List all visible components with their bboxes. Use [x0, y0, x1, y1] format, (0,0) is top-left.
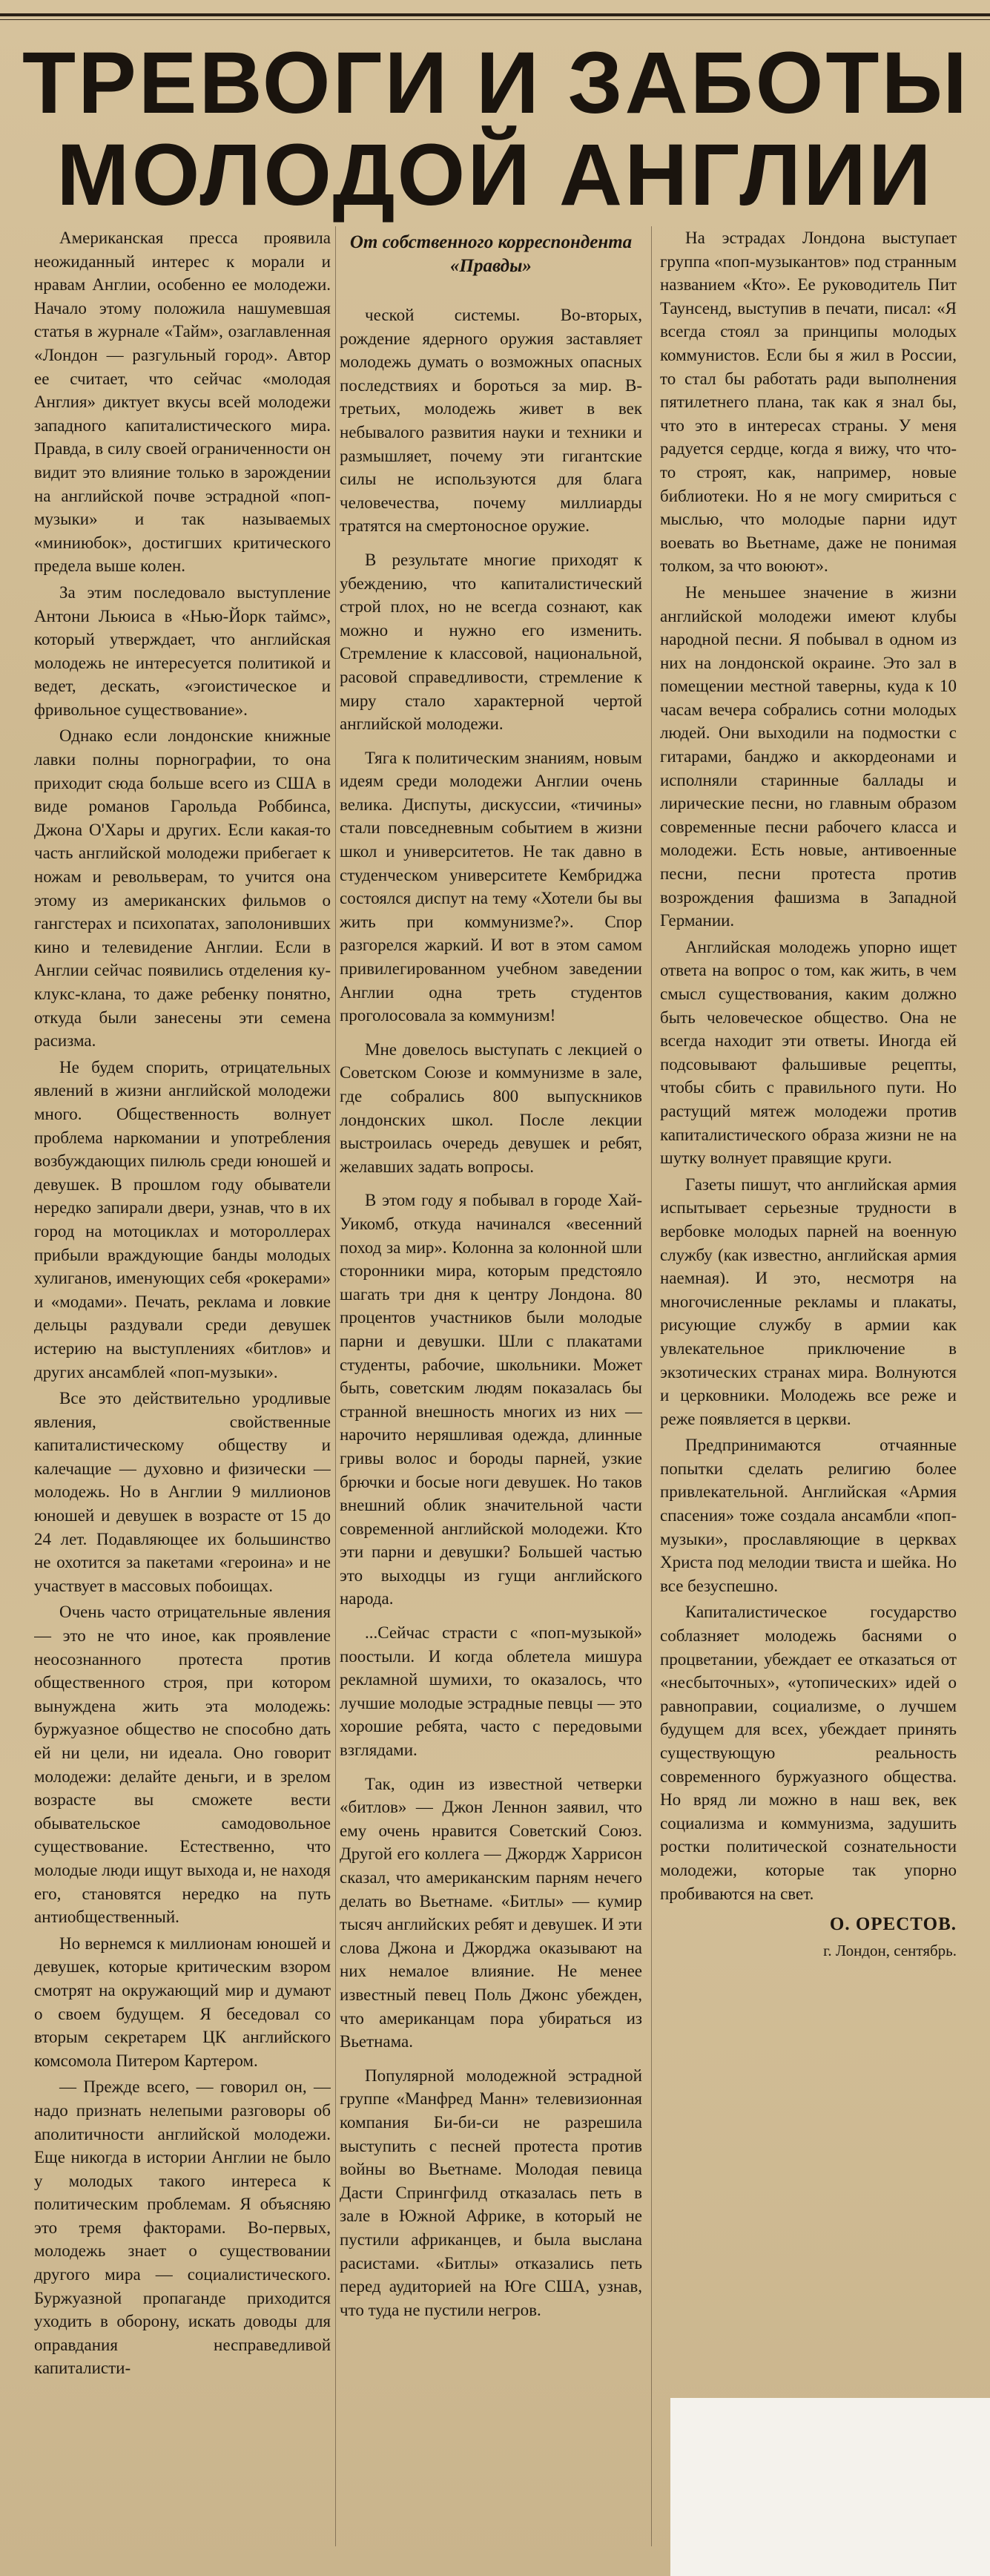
paragraph: В результате многие приходят к убеждению, что капиталистический строй плох, но не всегда сознают, как можно и нужно его изменить. Стремление к классовой, национальной, расовой справедливости, стремление к миру стало характерной чертой английской молодежи. [340, 550, 642, 734]
paragraph: Капиталистическое государство соблазняет молодежь баснями о процветании, убеждает ее отказаться от «несбыточных», «утопических» идей о равноправии, социализме, о лучшем будущем для всех, убеждает принять существующую реальность современного буржуазного общества. Но вряд ли можно в наш век, век социализма и коммунизма, задушить ростки политической сознательности молодежи, которые так упорно пробиваются на свет. [660, 1603, 957, 1903]
paragraph: Мне довелось выступать с лекцией о Советском Союзе и коммунизме в зале, где собрались 800 выпускников лондонских школ. После лекции выстроилась очередь девушек и ребят, желавших задать вопросы. [340, 1039, 642, 1176]
column-3 [660, 226, 957, 2546]
top-rule [0, 13, 990, 16]
byline: От собственного корреспондента «Правды» [349, 232, 633, 276]
dateline: г. Лондон, сентябрь. [823, 1941, 957, 1959]
paragraph: Так, один из известной четверки «битлов» — Джон Леннон заявил, что ему очень нравится Советский Союз. Другой его коллега — Джордж Харрисон сказал, что американским парням нечего делать во Вьетнаме. «Битлы» — кумир тысяч английских ребят и девушек. И эти слова Джона и Джорджа оказывают на них немалое влияние. Не менее известный певец Поль Джонс убежден, что американцам пора убираться из Вьетнама. [340, 1774, 642, 2051]
paragraph: Очень часто отрицательные явления — это не что иное, как проявление неосознанного протеста против общественного строя, при котором вынуждена жить эта молодежь: буржуазное общество не способно дать ей ни цели, ни идеала. Оно говорит молодежи: делайте деньги, и в зрелом возрасте вы сможете вести обывательское самодовольное существование. Естественно, что молодые люди ищут выхода и, не находя его, становятся нередко на путь антиобщественный. [34, 1603, 331, 1927]
top-rule-thin [0, 19, 990, 20]
column-divider [651, 226, 652, 2546]
paragraph: Не меньшее значение в жизни английской молодежи имеют клубы народной песни. Я побывал в одном из них на лондонской окраине. Это зал в помещении местной таверны, куда к 10 часам вечера собрались сотни молодых людей. Они выходили на подмостки с гитарами, банджо и аккордеонами и исполняли старинные баллады и лирические песни, но главным образом современные песни рабочего класса и молодежи. Есть новые, антивоенные песни, песни протеста против возрождения фашизма в Западной Германии. [660, 582, 957, 930]
column-2 [340, 226, 642, 2546]
column-divider [335, 226, 336, 2546]
paragraph: Однако если лондонские книжные лавки полны порнографии, то она приходит сюда больше всего из США в виде романов Гарольда Роббинса, Джона О'Хары и других. Если какая-то часть английской молодежи прибегает к ножам и револьверам, то учится она этому из американских фильмов о гангстерах и психопатах, заполонивших кино и телевидение Англии. Если в Англии сейчас появились отделения ку-клукс-клана, то даже ребенку понятно, откуда были занесены эти семена расизма. [34, 726, 331, 1051]
paragraph: Но вернемся к миллионам юношей и девушек, которые критическим взором смотрят на окружающий мир и думают о своем будущем. Я беседовал со вторым секретарем ЦК английского комсомола Питером Картером. [34, 1933, 331, 2070]
paragraph: За этим последовало выступление Антони Льюиса в «Нью-Йорк таймс», который утверждает, что английская молодежь не интересуется политикой и ведет, дескать, «эгоистическое и фривольное существование». [34, 582, 331, 719]
headline-line-2: МОЛОДОЙ АНГЛИИ [56, 126, 934, 224]
headline [22, 34, 969, 224]
author-signature: О. ОРЕСТОВ. [829, 1914, 957, 1935]
paragraph: — Прежде всего, — говорил он, — надо признать нелепыми разговоры об аполитичности английской молодежи. Еще никогда в истории Англии не было у молодых такого интереса к политическим проблемам. Я объясняю это тремя факторами. Во-первых, молодежь знает о существовании другого мира — социалистического. Буржуазной пропаганде приходится уходить в оборону, искать доводы для оправдания несправедливой капиталисти- [34, 2077, 331, 2378]
paragraph: В этом году я побывал в городе Хай-Уикомб, откуда начинался «весенний поход за мир». Колонна за колонной шли сторонники мира, которым предстояло шагать три дня к центру Лондона. 80 процентов участников были молодые парни и девушки. Шли с плакатами студенты, рабочие, школьники. Может быть, советским людям показалась бы странной внешность многих из них — нарочито неряшливая одежда, длинные гривы волос и бороды парней, узкие брючки и босые ноги девушек. Но таков внешний облик значительной части современной английской молодежи. Кто эти парни и девушки? Большей частью это выходцы из гущи английского народа. [340, 1191, 642, 1609]
paragraph: На эстрадах Лондона выступает группа «поп-музыкантов» под странным названием «Кто». Ее руководитель Пит Таунсенд, выступив в печати, писал: «Я всегда стоял за принципы молодых коммунистов. Если бы я жил в России, то стал бы работать ради выполнения пятилетнего плана, так как я знал бы, что это в интересах страны. У меня радуется сердце, когда я вижу, что что-то строят, как, например, новые библиотеки. Но я не могу смириться с мыслью, что молодые парни идут воевать во Вьетнаме, даже не понимая толком, за что воюют». [660, 229, 957, 576]
paragraph: ...Сейчас страсти с «поп-музыкой» поостыли. И когда облетела мишура рекламной шумихи, то оказалось, что лучшие молодые эстрадные певцы — это хорошие ребята, часто с передовыми взглядами. [340, 1623, 642, 1760]
paragraph: Американская пресса проявила неожиданный интерес к морали и нравам Англии, особенно ее молодежи. Начало этому положила нашумевшая статья в журнале «Тайм», озаглавленная «Лондон — разгульный город». Автор ее считает, что сейчас «молодая Англия» диктует вкусы всей молодежи западного капиталистического мира. Правда, в силу своей ограниченности он видит это влияние только в зарождении на английской почве эстрадной «поп-музыки» и так называемых «миниюбок», достигших критического предела выше колен. [34, 229, 331, 576]
paragraph: Тяга к политическим знаниям, новым идеям среди молодежи Англии очень велика. Диспуты, дискуссии, «тичины» стали повседневным событием в жизни школ и университетов. Не так давно в студенческом университете Кембриджа состоялся диспут на тему «Хотели бы вы жить при коммунизме?». Спор разгорелся жаркий. И вот в этом самом привилегированном учебном заведении Англии одна треть студентов проголосовала за коммунизм! [340, 748, 642, 1025]
column-1 [34, 226, 331, 2546]
paragraph: ческой системы. Во-вторых, рождение ядерного оружия заставляет молодежь думать о возможных опасных последствиях и бороться за мир. В-третьих, молодежь живет в век небывалого развития науки и техники и размышляет, почему эти гигантские силы не используются для блага человечества, почему миллиарды тратятся на смертоносное оружие. [340, 306, 642, 536]
paragraph: Предпринимаются отчаянные попытки сделать религию более привлекательной. Английская «Армия спасения» тоже создала ансамбли «поп-музыки», прославляющие в церквах Христа под мелодии твиста и шейка. Но все безуспешно. [660, 1436, 957, 1595]
paragraph: Не будем спорить, отрицательных явлений в жизни английской молодежи много. Общественность волнует проблема наркомании и употребления возбуждающих пилюль среди юношей и девушек. В прошлом году обыватели нередко запирали двери, узнав, что в их город на мотоциклах и мотороллерах прибыли враждующие банды молодых хулиганов, именующих себя «рокерами» и «модами». Печать, реклама и ловкие дельцы раздували среди девушек истерию на выступлениях «битлов» и других ансамблей «поп-музыки». [34, 1057, 331, 1381]
headline-line-1: ТРЕВОГИ И ЗАБОТЫ [22, 34, 969, 132]
blank-area [670, 2398, 990, 2576]
paragraph: Газеты пишут, что английская армия испытывает серьезные трудности в вербовке молодых парней на военную службу (как известно, английская армия наемная). И это, несмотря на многочисленные рекламы и плакаты, рисующие службу в армии как увлекательное приключение в экзотических странах мира. Волнуются и церковники. Молодежь все реже и реже появляется в церкви. [660, 1174, 957, 1428]
paragraph: Английская молодежь упорно ищет ответа на вопрос о том, как жить, в чем смысл существования, каким должно быть человеческое общество. Она не всегда находит эти ответы. Иногда ей подсовывают фальшивые рецепты, чтобы сбить с правильного пути. Но растущий мятеж молодежи против капиталистического образа жизни не на шутку волнует правящие круги. [660, 937, 957, 1168]
paragraph: Все это действительно уродливые явления, свойственные капиталистическому обществу и калечащие — духовно и физически — молодежь. Но в Англии 9 миллионов юношей и девушек в возрасте от 15 до 24 лет. Подавляющее их большинство не охотится за пакетами «героина» и не участвует в массовых побоищах. [34, 1389, 331, 1595]
paragraph: Популярной молодежной эстрадной группе «Манфред Манн» телевизионная компания Би-би-си не разрешила выступить с песней протеста против войны во Вьетнаме. Молодая певица Дасти Спрингфилд отказалась петь в зале в Южной Африке, в который не пустили африканцев, и была выслана расистами. «Битлы» отказались петь перед аудиторией на Юге США, узнав, что туда не пустили негров. [340, 2066, 642, 2319]
